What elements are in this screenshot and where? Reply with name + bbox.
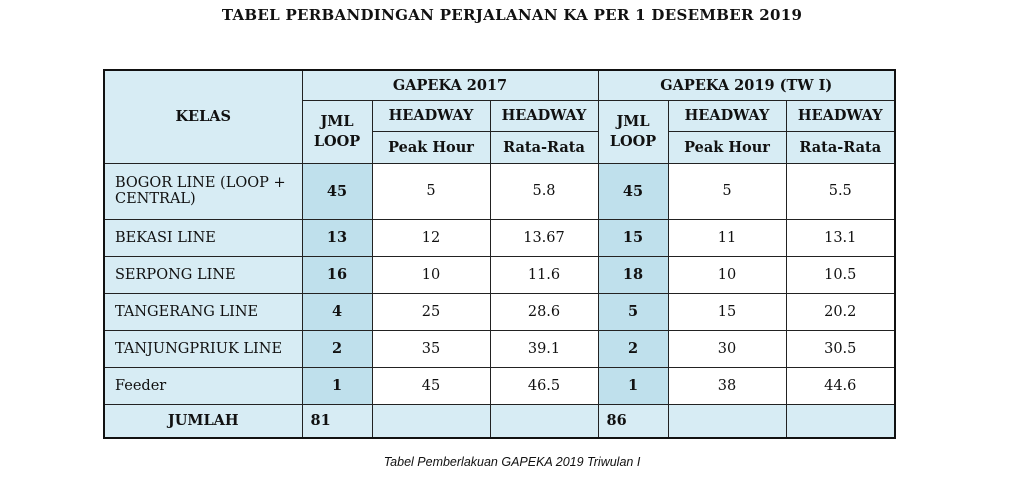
headway-peak-2017: 10	[372, 256, 490, 293]
table-row	[104, 256, 895, 293]
jml-loop-2017: 2	[302, 330, 372, 367]
total-jml-2019: 86	[598, 404, 668, 438]
jml-loop-2019: 18	[598, 256, 668, 293]
empty-cell	[372, 404, 490, 438]
headway-rata-2019: 10.5	[786, 256, 895, 293]
header-gapeka-2017: GAPEKA 2017	[302, 70, 598, 100]
table-row	[104, 219, 895, 256]
headway-rata-2017: 5.8	[490, 163, 598, 219]
table-caption: Tabel Pemberlakuan GAPEKA 2019 Triwulan I	[383, 455, 641, 469]
jml-loop-2017: 45	[302, 163, 372, 219]
header-headway-peak-2019	[668, 100, 786, 163]
table-row	[104, 367, 895, 404]
headway-peak-2017: 45	[372, 367, 490, 404]
headway-rata-2019: 5.5	[786, 163, 895, 219]
total-jml-2017: 81	[302, 404, 372, 438]
peak-hour-label: Peak Hour	[684, 138, 770, 156]
table-row	[104, 330, 895, 367]
jml-loop-2019: 15	[598, 219, 668, 256]
rata-rata-label: Rata-Rata	[503, 138, 585, 156]
headway-peak-2019: 11	[668, 219, 786, 256]
headway-peak-2017: 12	[372, 219, 490, 256]
headway-rata-2017: 39.1	[490, 330, 598, 367]
header-jml-loop-2017	[302, 100, 372, 163]
jml-label: JML	[320, 112, 354, 130]
empty-cell	[786, 404, 895, 438]
jml-label: JML	[616, 112, 650, 130]
kelas-cell: SERPONG LINE	[104, 256, 302, 293]
headway-rata-2017: 46.5	[490, 367, 598, 404]
table-row	[104, 293, 895, 330]
jml-loop-2017: 4	[302, 293, 372, 330]
jml-loop-2017: 13	[302, 219, 372, 256]
headway-label: HEADWAY	[787, 101, 895, 132]
header-gapeka-2019: GAPEKA 2019 (TW I)	[598, 70, 895, 100]
header-headway-rata-2019	[786, 100, 895, 163]
headway-rata-2019: 30.5	[786, 330, 895, 367]
total-label: JUMLAH	[104, 404, 302, 438]
peak-hour-label: Peak Hour	[388, 138, 474, 156]
kelas-cell: TANJUNGPRIUK LINE	[104, 330, 302, 367]
table-row	[104, 163, 895, 219]
comparison-table	[103, 69, 896, 439]
jml-loop-2019: 1	[598, 367, 668, 404]
header-kelas: KELAS	[104, 70, 302, 163]
empty-cell	[490, 404, 598, 438]
headway-peak-2019: 30	[668, 330, 786, 367]
empty-cell	[668, 404, 786, 438]
headway-rata-2017: 28.6	[490, 293, 598, 330]
jml-loop-2019: 5	[598, 293, 668, 330]
headway-peak-2019: 5	[668, 163, 786, 219]
kelas-cell: BEKASI LINE	[104, 219, 302, 256]
headway-peak-2019: 10	[668, 256, 786, 293]
jml-loop-2019: 2	[598, 330, 668, 367]
headway-peak-2019: 38	[668, 367, 786, 404]
headway-rata-2017: 11.6	[490, 256, 598, 293]
headway-rata-2017: 13.67	[490, 219, 598, 256]
header-jml-loop-2019	[598, 100, 668, 163]
loop-label: LOOP	[609, 132, 657, 150]
headway-label: HEADWAY	[669, 101, 786, 132]
kelas-cell: Feeder	[104, 367, 302, 404]
headway-label: HEADWAY	[373, 101, 490, 132]
jml-loop-2017: 16	[302, 256, 372, 293]
headway-peak-2017: 25	[372, 293, 490, 330]
headway-rata-2019: 13.1	[786, 219, 895, 256]
kelas-cell: TANGERANG LINE	[104, 293, 302, 330]
headway-peak-2019: 15	[668, 293, 786, 330]
total-row	[104, 404, 895, 438]
jml-loop-2019: 45	[598, 163, 668, 219]
header-headway-peak-2017	[372, 100, 490, 163]
headway-peak-2017: 5	[372, 163, 490, 219]
rata-rata-label: Rata-Rata	[799, 138, 882, 156]
headway-peak-2017: 35	[372, 330, 490, 367]
headway-label: HEADWAY	[491, 101, 598, 132]
loop-label: LOOP	[313, 132, 361, 150]
kelas-cell: BOGOR LINE (LOOP + CENTRAL)	[104, 163, 302, 219]
headway-rata-2019: 20.2	[786, 293, 895, 330]
table-title: TABEL PERBANDINGAN PERJALANAN KA PER 1 DESEMBER 2019	[221, 6, 803, 24]
jml-loop-2017: 1	[302, 367, 372, 404]
headway-rata-2019: 44.6	[786, 367, 895, 404]
header-headway-rata-2017	[490, 100, 598, 163]
